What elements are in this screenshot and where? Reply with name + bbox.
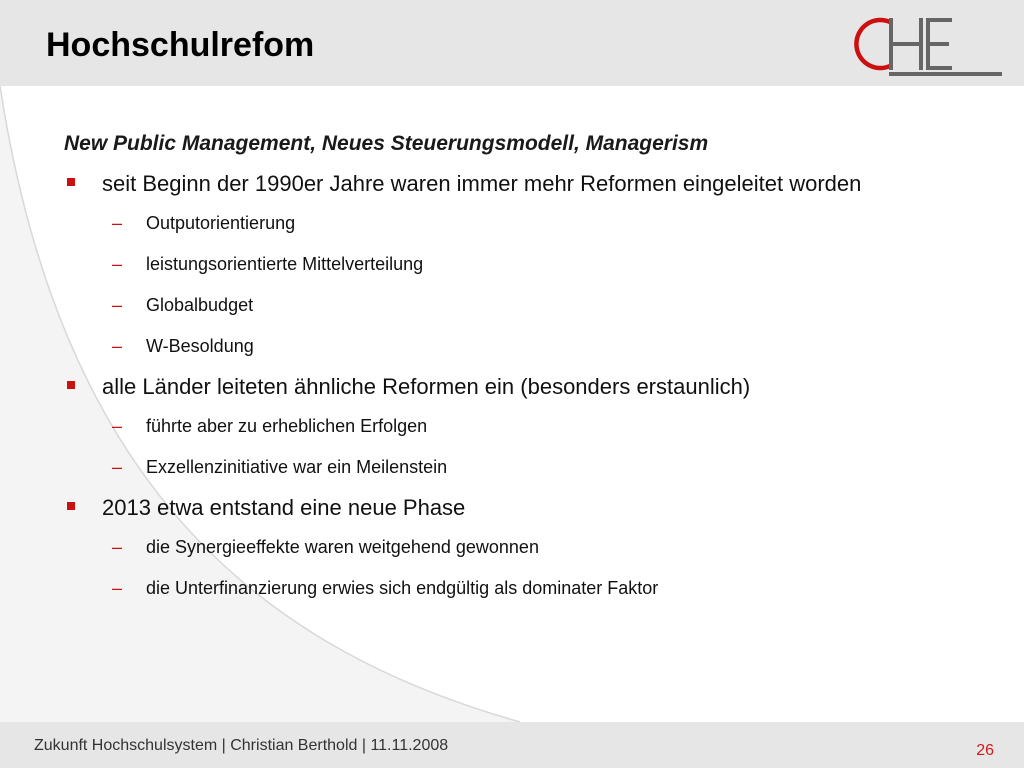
dash-icon: – — [112, 578, 123, 598]
dash-icon: – — [112, 213, 123, 233]
sub-bullet-item — [64, 326, 964, 367]
sub-bullet-text: W-Besoldung — [146, 336, 254, 356]
sub-bullet-item — [64, 244, 964, 285]
sub-bullet-item — [64, 447, 964, 488]
dash-icon: – — [112, 336, 123, 356]
sub-bullet-text: Globalbudget — [146, 295, 254, 315]
bullet-text: seit Beginn der 1990er Jahre waren immer mehr Reformen eingeleitet worden — [102, 171, 862, 196]
sub-bullet-text: die Synergieeffekte waren weitgehend gewonnen — [146, 537, 539, 557]
bullet-square-icon — [67, 178, 75, 186]
bullet-text: alle Länder leiteten ähnliche Reformen ein (besonders erstaunlich) — [102, 374, 751, 399]
bullet-item — [64, 488, 942, 527]
bullet-text: 2013 etwa entstand eine neue Phase — [102, 495, 466, 520]
slide-subtitle: New Public Management, Neues Steuerungsmodell, Managerism — [64, 132, 709, 155]
footer-text: Zukunft Hochschulsystem | Christian Berthold | 11.11.2008 — [34, 737, 449, 754]
sub-bullet-text: Outputorientierung — [146, 213, 296, 233]
slide-title: Hochschulrefom — [46, 26, 315, 64]
sub-bullet-item — [64, 527, 964, 568]
bullet-item — [64, 164, 942, 203]
bullet-square-icon — [67, 502, 75, 510]
sub-bullet-text: die Unterfinanzierung erwies sich endgültig als dominater Faktor — [146, 578, 659, 598]
sub-bullet-text: Exzellenzinitiative war ein Meilenstein — [146, 457, 448, 477]
bullet-square-icon — [67, 381, 75, 389]
dash-icon: – — [112, 254, 123, 274]
dash-icon: – — [112, 537, 123, 557]
sub-bullet-item — [64, 203, 964, 244]
page-number: 26 — [976, 742, 994, 759]
slide-content — [64, 126, 964, 609]
sub-bullet-item — [64, 285, 964, 326]
sub-bullet-text: leistungsorientierte Mittelverteilung — [146, 254, 424, 274]
sub-bullet-item — [64, 568, 964, 609]
sub-bullet-item — [64, 406, 964, 447]
dash-icon: – — [112, 295, 123, 315]
sub-bullet-text: führte aber zu erheblichen Erfolgen — [146, 416, 428, 436]
bullet-item — [64, 367, 942, 406]
che-logo — [852, 14, 1002, 78]
dash-icon: – — [112, 457, 123, 477]
dash-icon: – — [112, 416, 123, 436]
